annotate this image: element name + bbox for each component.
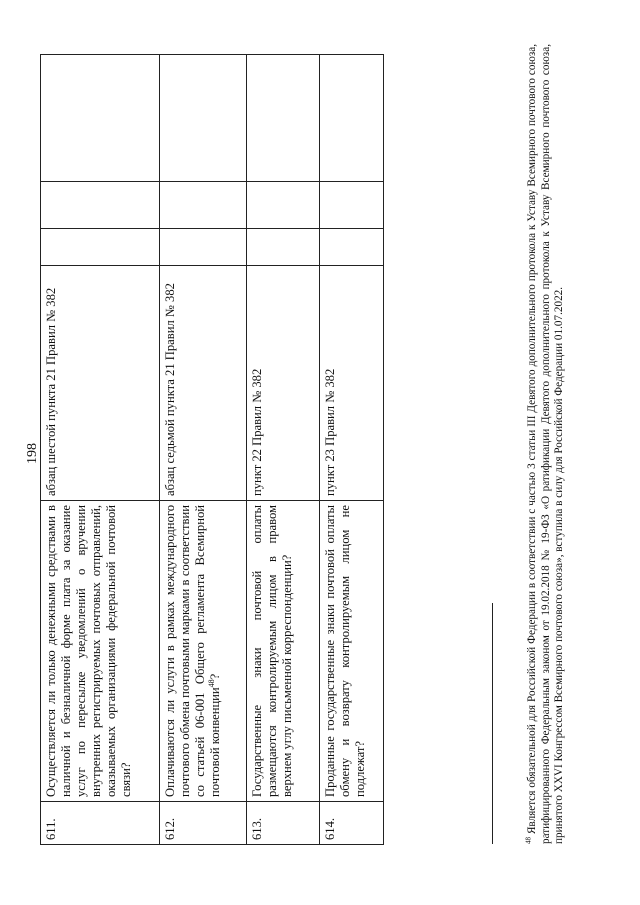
footnote-mark: 48 bbox=[524, 837, 533, 844]
row-number: 612. bbox=[160, 802, 247, 845]
question-text: Проданные государственные знаки почтовой оплаты обмену и возврату контролируемым лицом не подлежат? bbox=[320, 501, 384, 802]
answer-cell-yes bbox=[160, 229, 247, 266]
answer-cell-no bbox=[160, 182, 247, 229]
answer-cell-no bbox=[320, 182, 384, 229]
checklist-table bbox=[40, 54, 384, 845]
row-number: 611. bbox=[41, 802, 160, 845]
notes-cell bbox=[41, 55, 160, 182]
question-tail: ? bbox=[208, 673, 222, 680]
question-text: Осуществляется ли только денежными средствами в наличной и безналичной форме плата за оказание услуг по пересылке уведомлений о вручении внутренних регистрируемых почтовых отправлений, оказываемых организациями федеральной почтовой связи? bbox=[41, 501, 160, 802]
notes-cell bbox=[320, 55, 384, 182]
row-number: 614. bbox=[320, 802, 384, 845]
answer-cell-no bbox=[247, 182, 320, 229]
legal-reference: пункт 22 Правил № 382 bbox=[247, 266, 320, 501]
table-row bbox=[41, 55, 160, 845]
table-row bbox=[160, 55, 247, 845]
table-row bbox=[247, 55, 320, 845]
footnote-separator bbox=[492, 603, 493, 844]
table-row bbox=[320, 55, 384, 845]
answer-cell-no bbox=[41, 182, 160, 229]
footnote bbox=[526, 44, 567, 844]
legal-reference: пункт 23 Правил № 382 bbox=[320, 266, 384, 501]
legal-reference: абзац седьмой пункта 21 Правил № 382 bbox=[160, 266, 247, 501]
notes-cell bbox=[160, 55, 247, 182]
legal-reference: абзац шестой пункта 21 Правил № 382 bbox=[41, 266, 160, 501]
question-body: Оплачиваются ли услуги в рамках международного почтового обмена почтовыми марками в соответствии со статьей 06-001 Общего регламента Всемирной почтовой конвенции bbox=[163, 505, 222, 797]
page-number: 198 bbox=[25, 443, 40, 464]
answer-cell-yes bbox=[247, 229, 320, 266]
notes-cell bbox=[247, 55, 320, 182]
footnote-ref: 48 bbox=[206, 679, 216, 688]
answer-cell-yes bbox=[41, 229, 160, 266]
question-text: Государственные знаки почтовой оплаты размещаются контролируемым лицом в правом верхнем углу письменной корреспонденции? bbox=[247, 501, 320, 802]
row-number: 613. bbox=[247, 802, 320, 845]
footnote-text: Является обязательной для Российской Федерации в соответствии с частью 3 статьи III Девятого дополнительного протокола к Уставу Всемирного почтового союза, ратифицированного Федеральным законом от 19.02.2018 № 19-ФЗ «О ратификации Девятого дополнительного протокола к Уставу Всемирного почтового союза, принятого XXVI Конгрессом Всемирного почтового союза», вступила в силу для Российской Федерации 01.07.2022. bbox=[526, 43, 566, 844]
question-text bbox=[160, 501, 247, 802]
answer-cell-yes bbox=[320, 229, 384, 266]
